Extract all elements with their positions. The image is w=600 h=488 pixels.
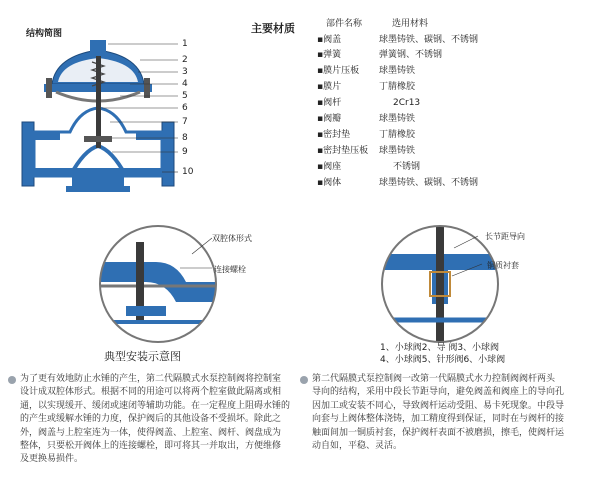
- label-connecting-bolt: 连接螺栓: [214, 265, 246, 274]
- paragraph-line: 导向的结构，采用中段长节距导向，避免阀盖和阀座上的导向孔: [312, 387, 565, 398]
- callout-9: 9: [182, 147, 188, 157]
- paragraph-line: 通，以实现缓开、缓闭或速闭等辅助功能。在一定程度上阻碍水锤的: [20, 400, 291, 411]
- material-part: ▪密封垫压板: [317, 146, 369, 156]
- bullet-icon: [8, 376, 16, 384]
- paragraph-line: 第二代隔膜式泵控制阀一改第一代隔膜式水力控制阀阀杆两头: [312, 374, 556, 384]
- callout-2: 2: [182, 55, 188, 65]
- material-value: 2Cr13: [393, 98, 421, 108]
- label-copper-bushing: 铜质衬套: [487, 261, 519, 270]
- left-detail-illustration: [96, 222, 296, 352]
- material-value: 球墨铸铁: [379, 114, 416, 124]
- right-detail-illustration: [378, 224, 538, 348]
- callout-1: 1: [182, 39, 188, 49]
- material-part: ▪弹簧: [317, 50, 342, 60]
- paragraph-line: 设计成双腔体形式。根据不同的用途可以将两个腔室做此隔离或相: [20, 387, 282, 398]
- materials-title: 主要材质: [251, 22, 295, 35]
- material-value: 球墨铸铁: [379, 146, 416, 156]
- label-double-chamber: 双腔体形式: [212, 234, 252, 243]
- callout-7: 7: [182, 117, 188, 127]
- materials-header-part: 部件名称: [326, 19, 363, 29]
- material-value: 球墨铸铁、碳钢、不锈钢: [379, 178, 479, 188]
- materials-header-material: 选用材料: [392, 19, 429, 29]
- material-part: ▪阀座: [317, 162, 342, 172]
- legend-line-1: 1、小球阀2、导 阀3、小球阀: [380, 343, 500, 353]
- paragraph-line: 动自如，平稳、灵活。: [312, 441, 403, 452]
- paragraph-line: 的产生或缓解水锤的力度，保护阀后的其他设备不受损坏。除此之: [20, 414, 282, 425]
- paragraph-line: 及更换易损件。: [20, 454, 84, 465]
- structure-title: 结构简图: [26, 29, 63, 39]
- material-part: ▪密封垫: [317, 130, 351, 140]
- material-value: 球墨铸铁、碳钢、不锈钢: [379, 35, 479, 45]
- callout-6: 6: [182, 103, 188, 113]
- paragraph-line: 触面间加一铜质衬套，保护阀杆表面不被磨损，擦毛，使阀杆运: [312, 427, 565, 438]
- valve-stem: [96, 56, 101, 148]
- callout-3: 3: [182, 67, 188, 77]
- paragraph-line: 整体，只要松开阀体上的连接螺栓，即可将其一并取出，方便维修: [20, 441, 282, 452]
- paragraph-line: 外，阀盖与上腔室连为一体，使得阀盖、上腔室、阀杆、阀盘成为: [20, 427, 282, 438]
- paragraph-line: 向套与上阀体整体浇铸，加工精度得到保证，同时在与阀杆的接: [312, 414, 565, 425]
- paragraph-left: [20, 373, 290, 467]
- material-value: 不锈钢: [393, 162, 421, 172]
- installation-caption: 典型安装示意图: [104, 350, 181, 363]
- material-value: 丁腈橡胶: [379, 130, 416, 140]
- material-part: ▪阀盖: [317, 35, 342, 45]
- valve-disc: [84, 136, 112, 142]
- material-part: ▪膜片: [317, 82, 342, 92]
- legend-line-2: 4、小球阀5、针形阀6、小球阀: [380, 355, 506, 365]
- material-value: 球墨铸铁: [379, 66, 416, 76]
- label-long-pitch-guide: 长节距导向: [485, 232, 525, 241]
- paragraph-right: [312, 373, 564, 453]
- callout-8: 8: [182, 133, 188, 143]
- callout-10: 10: [182, 167, 194, 177]
- material-value: 弹簧钢、不锈钢: [379, 50, 443, 60]
- material-part: ▪阀瓣: [317, 114, 342, 124]
- paragraph-line: 为了更有效地防止水锤的产生，第二代隔膜式水泵控制阀将控制室: [20, 374, 282, 384]
- material-value: 丁腈橡胶: [379, 82, 416, 92]
- material-part: ▪膜片压板: [317, 66, 360, 76]
- material-part: ▪阀杆: [317, 98, 342, 108]
- material-part: ▪阀体: [317, 178, 342, 188]
- paragraph-line: 因加工或安装不同心，导致阀杆运动受阻、易卡死现象。中段导: [312, 400, 565, 411]
- callout-5: 5: [182, 91, 188, 101]
- bullet-icon: [300, 376, 308, 384]
- callout-4: 4: [182, 79, 188, 89]
- materials-table: [317, 34, 557, 194]
